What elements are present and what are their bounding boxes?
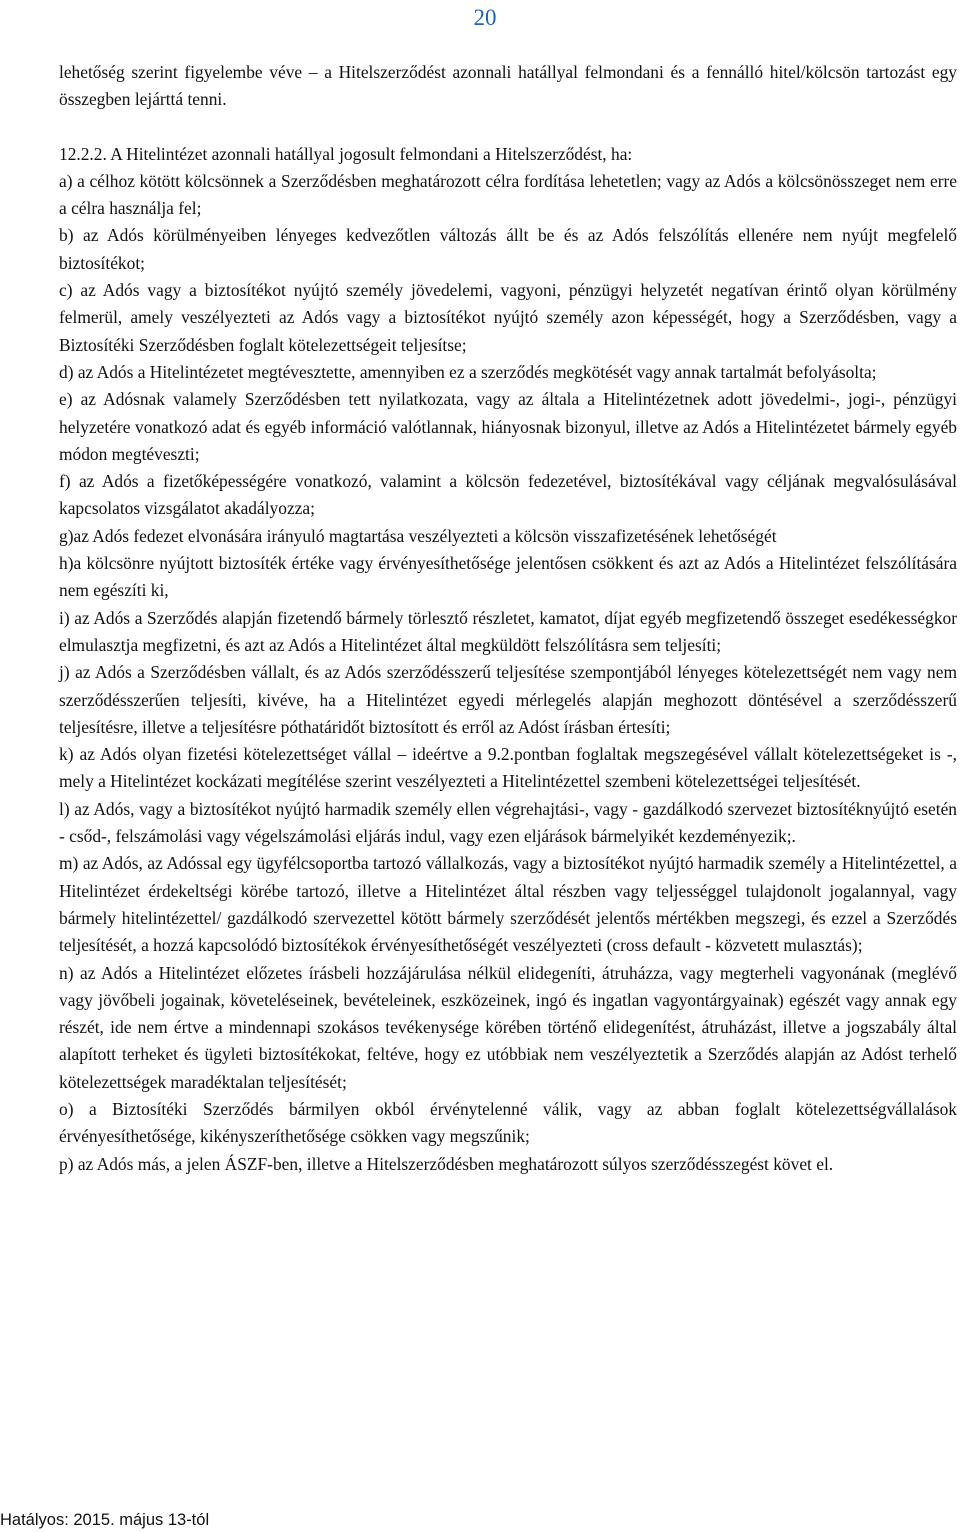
list-item-o: o) a Biztosítéki Szerződés bármilyen okból érvénytelenné válik, vagy az abban foglalt kötelezettségvállalások érvényesíthetősége, kikényszeríthetősége csökken vagy megszűnik; <box>59 1098 957 1147</box>
list-item-k: k) az Adós olyan fizetési kötelezettséget vállal – ideértve a 9.2.pontban foglaltak megszegésével vállalt kötelezettségeket is -, mely a Hitelintézet kockázati megítélése szerint veszélyezteti a Hitelintézettel szembeni kötelezettségei teljesítését. <box>59 744 957 792</box>
list-item-a: a) a célhoz kötött kölcsönnek a Szerződésben meghatározott célra fordítása lehetetlen; vagy az Adós a kölcsönösszeget nem erre a célra használja fel; <box>59 170 957 219</box>
list-item-g: g)az Adós fedezet elvonására irányuló magtartása veszélyezteti a kölcsön visszafizetésének lehetőségét <box>59 525 777 546</box>
list-item-m: m) az Adós, az Adóssal egy ügyfélcsoportba tartozó vállalkozás, vagy a biztosítékot nyújtó harmadik személy a Hitelintézettel, a Hitelintézet érdekeltségi körébe tartozó, illetve a Hitelintézet által részben vagy teljességgel tulajdonolt jogalannyal, vagy bármely hitelintézettel/ gazdálkodó szervezettel kötött bármely szerződését jelentős mértékben megszegi, és ezzel a Szerződés teljesítését, a hozzá kapcsolódó biztosítékok érvényesíthetőségét veszélyezteti (cross default - közvetett mulasztás); <box>59 853 957 956</box>
list-item-l: l) az Adós, vagy a biztosítékot nyújtó harmadik személy ellen végrehajtási-, vagy - gazdálkodó szervezet biztosítéknyújtó esetén - csőd-, felszámolási vagy végelszámolási eljárás indul, vagy ezen eljárások bármelyikét kezdeményezik;. <box>59 798 957 847</box>
list-item-j: j) az Adós a Szerződésben vállalt, és az Adós szerződésszerű teljesítése szempontjából lényeges kötelezettségét nem vagy nem szerződésszerűen teljesíti, kivéve, ha a Hitelintézet egyedi mérlegelés alapján meghozott döntésével a szerződésszerű teljesítésre, illetve a teljesítésre póthatáridőt biztosított és erről az Adóst írásban értesíti; <box>59 662 957 737</box>
document-body <box>59 59 957 1178</box>
list-item-d: d) az Adós a Hitelintézetet megtévesztette, amennyiben ez a szerződés megkötését vagy annak tartalmát befolyásolta; <box>59 361 877 382</box>
list-item-b: b) az Adós körülményeiben lényeges kedvezőtlen változás állt be és az Adós felszólítás ellenére nem nyújt megfelelő biztosítékot; <box>59 225 957 273</box>
section-heading-paragraph: 12.2.2. A Hitelintézet azonnali hatállyal jogosult felmondani a Hitelszerződést, ha: <box>59 143 633 164</box>
footer-effective-date: Hatályos: 2015. május 13-tól <box>0 1511 210 1529</box>
intro-paragraph: lehetőség szerint figyelembe véve – a Hitelszerződést azonnali hatállyal felmondani és a fennálló hitel/kölcsön tartozást egy összegben lejárttá tenni. <box>59 62 957 110</box>
list-item-h: h)a kölcsönre nyújtott biztosíték értéke vagy érvényesíthetősége jelentősen csökkent és azt az Adós a Hitelintézet felszólítására nem egészíti ki, <box>59 553 957 601</box>
list-item-i: i) az Adós a Szerződés alapján fizetendő bármely törlesztő részletet, kamatot, díjat egyéb megfizetendő összeget esedékességkor elmulasztja megfizetni, és azt az Adós a Hitelintézet által megküldött felszólításra sem teljesíti; <box>59 607 957 655</box>
page-number: 20 <box>473 5 497 30</box>
list-item-c: c) az Adós vagy a biztosítékot nyújtó személy jövedelemi, vagyoni, pénzügyi helyzetét negatívan érintő olyan körülmény felmerül, amely veszélyezteti az Adós vagy a biztosítékot nyújtó személy azon képességét, hogy a Szerződésben, vagy a Biztosítéki Szerződésben foglalt kötelezettségeit teljesítse; <box>59 280 957 355</box>
list-item-e: e) az Adósnak valamely Szerződésben tett nyilatkozata, vagy az általa a Hitelintézetnek adott jövedelmi-, jogi-, pénzügyi helyzetére vonatkozó adat és egyéb információ valótlannak, hiányosnak bizonyul, illetve az Adós a Hitelintézetet bármely egyéb módon megtéveszti; <box>59 389 957 464</box>
list-item-n: n) az Adós a Hitelintézet előzetes írásbeli hozzájárulása nélkül elidegeníti, átruházza, vagy megterheli vagyonának (meglévő vagy jövőbeli jogainak, követeléseinek, bevételeinek, eszközeinek, ingó és ingatlan vagyontárgyainak) egészét vagy annak egy részét, ide nem értve a mindennapi szokásos tevékenysége körében történő elidegenítést, átruházást, illetve a jogszabály által alapított terheket és ügyleti biztosítékokat, feltéve, hogy ez utóbbiak nem veszélyeztetik a Szerződés alapján az Adóst terhelő kötelezettségek maradéktalan teljesítését; <box>59 962 957 1092</box>
list-item-p: p) az Adós más, a jelen ÁSZF-ben, illetve a Hitelszerződésben meghatározott súlyos szerződésszegést követ el. <box>59 1153 834 1174</box>
list-item-f: f) az Adós a fizetőképességére vonatkozó, valamint a kölcsön fedezetével, biztosítékával vagy céljának megvalósulásával kapcsolatos vizsgálatot akadályozza; <box>59 471 957 519</box>
paragraph-gap <box>59 114 957 141</box>
